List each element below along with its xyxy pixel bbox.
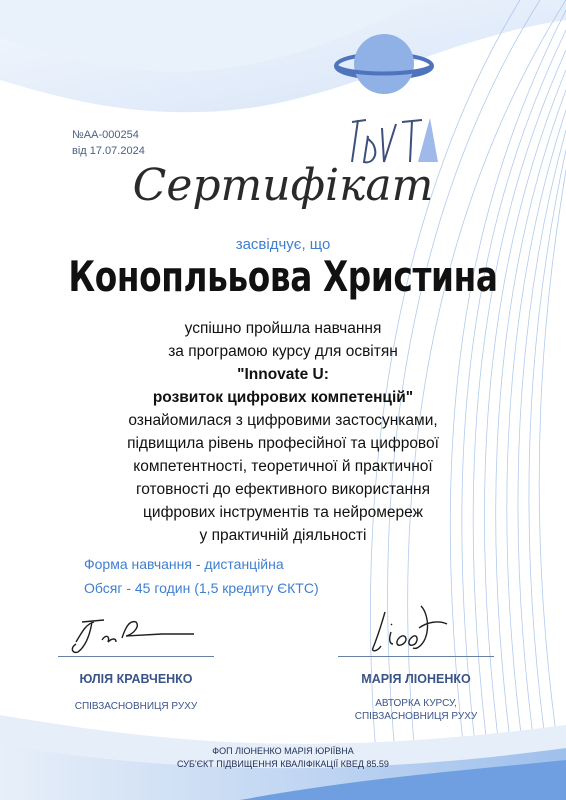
body-line: підвищила рівень професійної та цифрової — [127, 435, 439, 452]
footer-line-1: ФОП ЛІОНЕНКО МАРІЯ ЮРІЇВНА — [212, 746, 354, 756]
course-name-line: розвиток цифрових компетенцій" — [152, 389, 414, 406]
signer-right-name: МАРІЯ ЛІОНЕНКО — [361, 672, 471, 686]
logo-triangle — [418, 118, 438, 162]
signer-right-role-2: СПІВЗАСНОВНИЦЯ РУХУ — [354, 711, 478, 722]
signer-left-role: СПІВЗАСНОВНИЦЯ РУХУ — [74, 701, 198, 712]
body-line: за програмою курсу для освітян — [168, 343, 398, 360]
certificate-meta — [72, 127, 145, 159]
signature-line-left — [58, 656, 214, 657]
body-line: цифрових інструментів та нейромереж — [143, 504, 423, 521]
certificate-title: Сертифікат — [132, 160, 434, 211]
body-line: готовності до ефективного використання — [135, 481, 431, 498]
logo-letters — [352, 120, 422, 162]
body-line: успішно пройшла навчання — [184, 320, 382, 337]
study-form: Форма навчання - дистанційна — [84, 556, 284, 572]
planet-icon — [354, 34, 414, 94]
logo — [318, 18, 448, 168]
certificate-date: від 17.07.2024 — [72, 145, 145, 157]
body-line: ознайомилася з цифровими застосунками, — [128, 412, 438, 429]
footer-line-2: СУБ'ЄКТ ПІДВИЩЕННЯ КВАЛІФІКАЦІЇ КВЕД 85.59 — [177, 759, 389, 769]
signer-right-role-1: АВТОРКА КУРСУ, — [375, 698, 457, 709]
body-line: компетентності, теоретичної й практичної — [133, 458, 433, 475]
recipient-name: Коноплььова Христина — [68, 252, 498, 301]
course-name-line: "Innovate U: — [237, 366, 329, 383]
certifies-text: засвідчує, що — [235, 236, 331, 253]
signature-line-right — [338, 656, 494, 657]
signature-left — [64, 612, 214, 658]
signer-left-name: ЮЛІЯ КРАВЧЕНКО — [79, 672, 193, 686]
certificate-number: №АА-000254 — [72, 129, 139, 141]
signature-right — [355, 598, 465, 658]
study-volume: Обсяг - 45 годин (1,5 кредиту ЄКТС) — [84, 580, 319, 596]
body-line: у практичній діяльності — [199, 527, 367, 544]
